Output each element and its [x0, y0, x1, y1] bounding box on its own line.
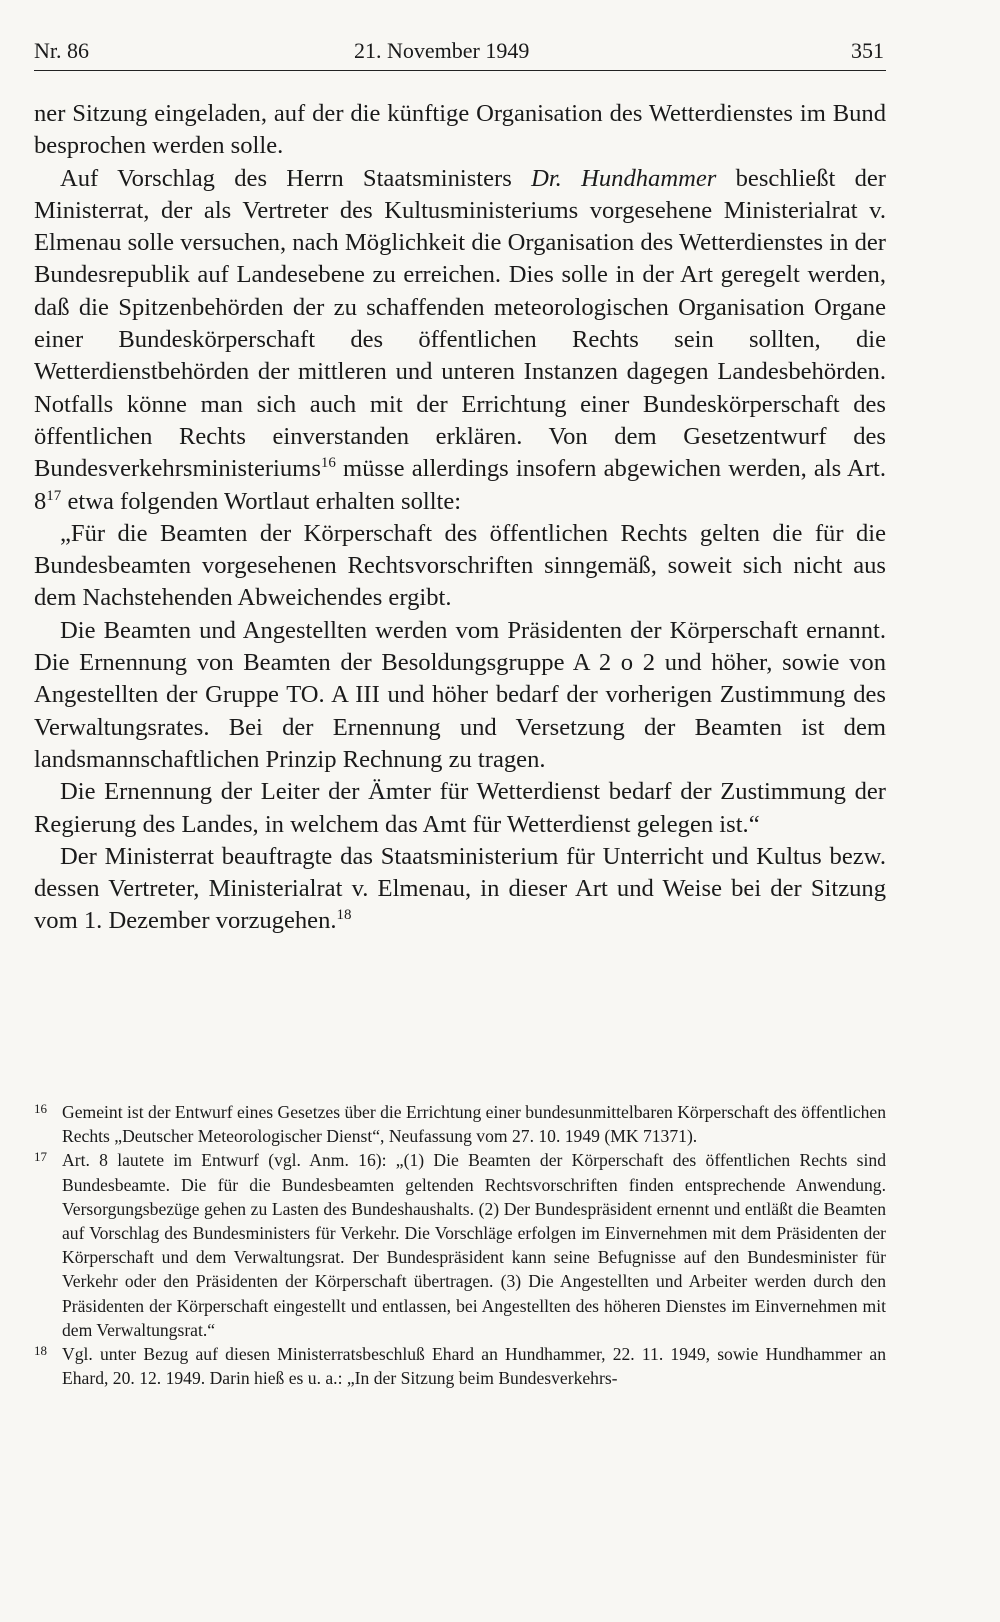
footnote-number: 17: [34, 1149, 47, 1165]
footnote-ref-18[interactable]: 18: [336, 907, 352, 924]
footnote-number: 18: [34, 1343, 47, 1359]
running-header: [34, 34, 886, 71]
paragraph: [34, 841, 886, 938]
text-run: Auf Vorschlag des Herrn Staatsministers: [60, 164, 532, 192]
main-text: [34, 98, 886, 938]
footnote: [34, 1100, 886, 1148]
text-run: etwa folgenden Wortlaut erhalten sollte:: [61, 487, 462, 515]
footnote-number: 16: [34, 1101, 47, 1116]
footnote-ref-17[interactable]: 17: [46, 487, 62, 504]
text-run: beschließt der Ministerrat, der als Vertreter des Kultusministeriums vorgesehene Ministerialrat v. Elmenau solle versuchen, nach Möglichkeit die Organisation des Wetterdienstes in der Bundesrepublik auf Landesebene zu erreichen. Dies solle in der Art geregelt werden, daß die Spitzenbehörden der zu schaffenden meteorologischen Organisation Organe einer Bundeskörperschaft des öffentlichen Rechts sein sollten, die Wetterdienstbehörden der mittleren und unteren Instanzen dagegen Landesbehörden. Notfalls könne man sich auch mit der Errichtung einer Bundeskörperschaft des öffentlichen Rechts einverstanden erklären. Von dem Gesetzentwurf des Bundesverkehrsministeriums: [34, 164, 886, 483]
page-number: 351: [851, 38, 884, 63]
footnote: [34, 1148, 886, 1342]
document-date: 21. November 1949: [354, 38, 530, 63]
italic-name: Dr. Hundhammer: [531, 164, 717, 192]
footnote: [34, 1342, 886, 1390]
footnote-ref-16[interactable]: 16: [320, 455, 336, 472]
footnote-text: Gemeint ist der Entwurf eines Gesetzes über die Errichtung einer bundesunmittelbaren Körperschaft des öffentlichen Rechts „Deutscher Meteorologischer Dienst“, Neufassung vom 27. 10. 1949 (MK 71371).: [62, 1102, 886, 1147]
paragraph: [34, 163, 886, 518]
quote-paragraph: Die Beamten und Angestellten werden vom Präsidenten der Körperschaft ernannt. Die Ernennung von Beamten der Besoldungsgruppe A 2 o 2 und höher, sowie von Angestellten der Gruppe TO. A III und höher bedarf der vorherigen Zustimmung des Verwaltungsrates. Bei der Ernennung und Versetzung der Beamten ist dem landsmannschaftlichen Prinzip Rechnung zu tragen.: [34, 616, 886, 773]
paragraph: ner Sitzung eingeladen, auf der die künftige Organisation des Wetterdienstes im Bund besprochen werden solle.: [34, 100, 886, 160]
text-run: müsse allerdings insofern abgewichen werden, als Art. 8: [34, 455, 886, 515]
footnotes: [34, 1100, 886, 1390]
text-run: Der Ministerrat beauftragte das Staatsministerium für Unterricht und Kultus bezw. dessen Vertreter, Ministerialrat v. Elmenau, in dieser Art und Weise bei der Sitzung vom 1. Dezember vorzugehen.: [34, 842, 886, 935]
footnote-text: Vgl. unter Bezug auf diesen Ministerratsbeschluß Ehard an Hundhammer, 22. 11. 1949, sowie Hundhammer an Ehard, 20. 12. 1949. Darin hieß es u. a.: „In der Sitzung beim Bundesverkehrs-: [62, 1344, 886, 1389]
quote-paragraph: „Für die Beamten der Körperschaft des öffentlichen Rechts gelten die für die Bundesbeamten vorgesehenen Rechtsvorschriften sinngemäß, soweit sich nicht aus dem Nachstehenden Abweichendes ergibt.: [34, 519, 886, 612]
quote-paragraph: Die Ernennung der Leiter der Ämter für Wetterdienst bedarf der Zustimmung der Regierung des Landes, in welchem das Amt für Wetterdienst gelegen ist.“: [34, 778, 886, 838]
footnote-text: Art. 8 lautete im Entwurf (vgl. Anm. 16): „(1) Die Beamten der Körperschaft des öffentlichen Rechts sind Bundesbeamte. Die für die Bundesbeamten geltenden Rechtsvorschriften finden entsprechende Anwendung. Versorgungsbezüge gehen zu Lasten des Bundeshaushalts. (2) Der Bundespräsident ernennt und entläßt die Beamten auf Vorschlag des Bundesministers für Verkehr. Die Vorschläge erfolgen im Einvernehmen mit dem Präsidenten der Körperschaft und dem Verwaltungsrat. Der Bundespräsident kann seine Befugnisse auf den Bundesminister für Verkehr oder den Präsidenten der Körperschaft übertragen. (3) Die Angestellten und Arbeiter werden durch den Präsidenten der Körperschaft eingestellt und entlassen, bei Angestellten des höheren Dienstes im Einvernehmen mit dem Verwaltungsrat.“: [62, 1150, 886, 1340]
document-number: Nr. 86: [34, 38, 89, 63]
